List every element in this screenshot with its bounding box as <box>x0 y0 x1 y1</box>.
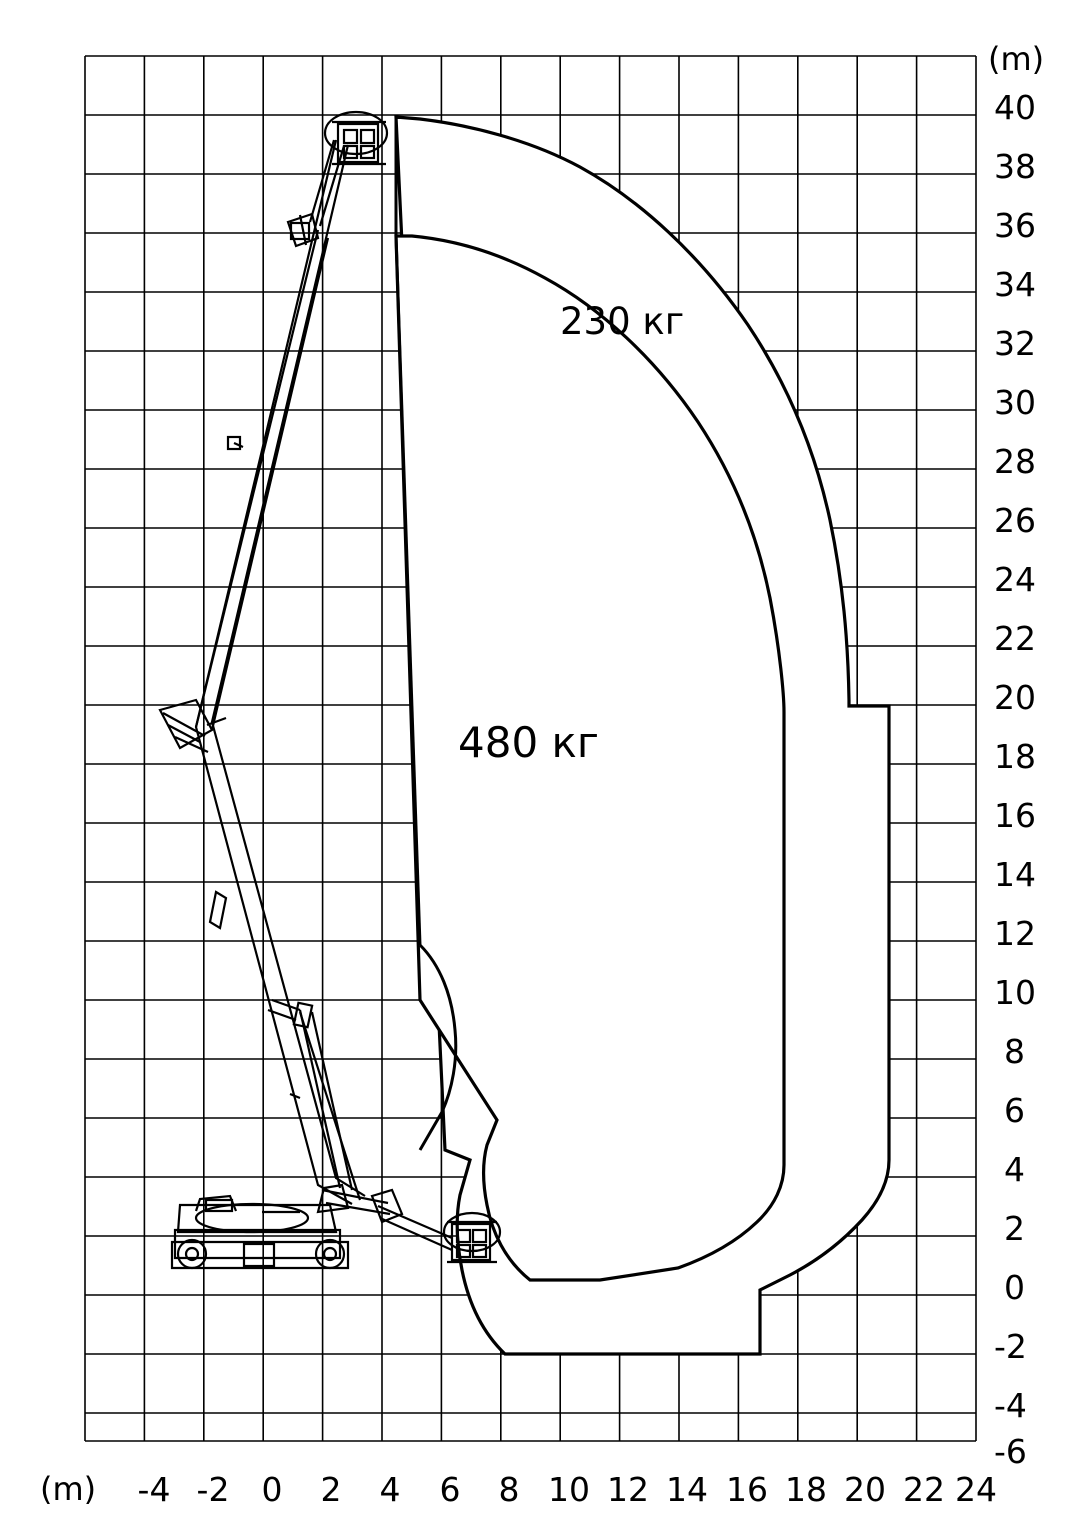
y-tick-36: 36 <box>994 206 1036 245</box>
x-tick-22: 22 <box>903 1470 945 1509</box>
x-tick-8: 8 <box>498 1470 520 1509</box>
y-tick-neg6: -6 <box>994 1432 1027 1471</box>
x-tick-24: 24 <box>955 1470 997 1509</box>
x-axis-unit: (m) <box>40 1470 97 1508</box>
y-tick-24: 24 <box>994 560 1036 599</box>
y-tick-20: 20 <box>994 678 1036 717</box>
y-tick-30: 30 <box>994 383 1036 422</box>
x-tick-2: 2 <box>320 1470 342 1509</box>
capacity-label-230kg: 230 кг <box>560 300 685 343</box>
y-tick-8: 8 <box>1004 1032 1025 1071</box>
y-tick-4: 4 <box>1004 1150 1025 1189</box>
y-tick-16: 16 <box>994 796 1036 835</box>
y-tick-0: 0 <box>1004 1268 1025 1307</box>
y-axis-unit: (m) <box>988 40 1045 78</box>
y-tick-14: 14 <box>994 855 1036 894</box>
y-tick-34: 34 <box>994 265 1036 304</box>
x-tick-18: 18 <box>785 1470 827 1509</box>
x-tick-14: 14 <box>666 1470 708 1509</box>
boom-lift-extended <box>160 112 387 1204</box>
x-tick-20: 20 <box>844 1470 886 1509</box>
x-tick-neg4: -4 <box>137 1470 171 1509</box>
y-tick-18: 18 <box>994 737 1036 776</box>
y-tick-6: 6 <box>1004 1091 1025 1130</box>
x-tick-neg2: -2 <box>196 1470 230 1509</box>
capacity-label-480kg: 480 кг <box>458 718 599 767</box>
y-tick-32: 32 <box>994 324 1036 363</box>
y-tick-neg2: -2 <box>994 1327 1027 1366</box>
y-tick-26: 26 <box>994 501 1036 540</box>
y-tick-38: 38 <box>994 147 1036 186</box>
x-tick-10: 10 <box>548 1470 590 1509</box>
y-tick-2: 2 <box>1004 1209 1025 1248</box>
x-tick-12: 12 <box>607 1470 649 1509</box>
x-tick-16: 16 <box>726 1470 768 1509</box>
x-tick-0: 0 <box>261 1470 283 1509</box>
y-tick-10: 10 <box>994 973 1036 1012</box>
y-tick-22: 22 <box>994 619 1036 658</box>
x-tick-6: 6 <box>439 1470 461 1509</box>
y-tick-28: 28 <box>994 442 1036 481</box>
x-tick-4: 4 <box>379 1470 401 1509</box>
y-tick-neg4: -4 <box>994 1386 1027 1425</box>
y-tick-40: 40 <box>994 88 1036 127</box>
y-tick-12: 12 <box>994 914 1036 953</box>
